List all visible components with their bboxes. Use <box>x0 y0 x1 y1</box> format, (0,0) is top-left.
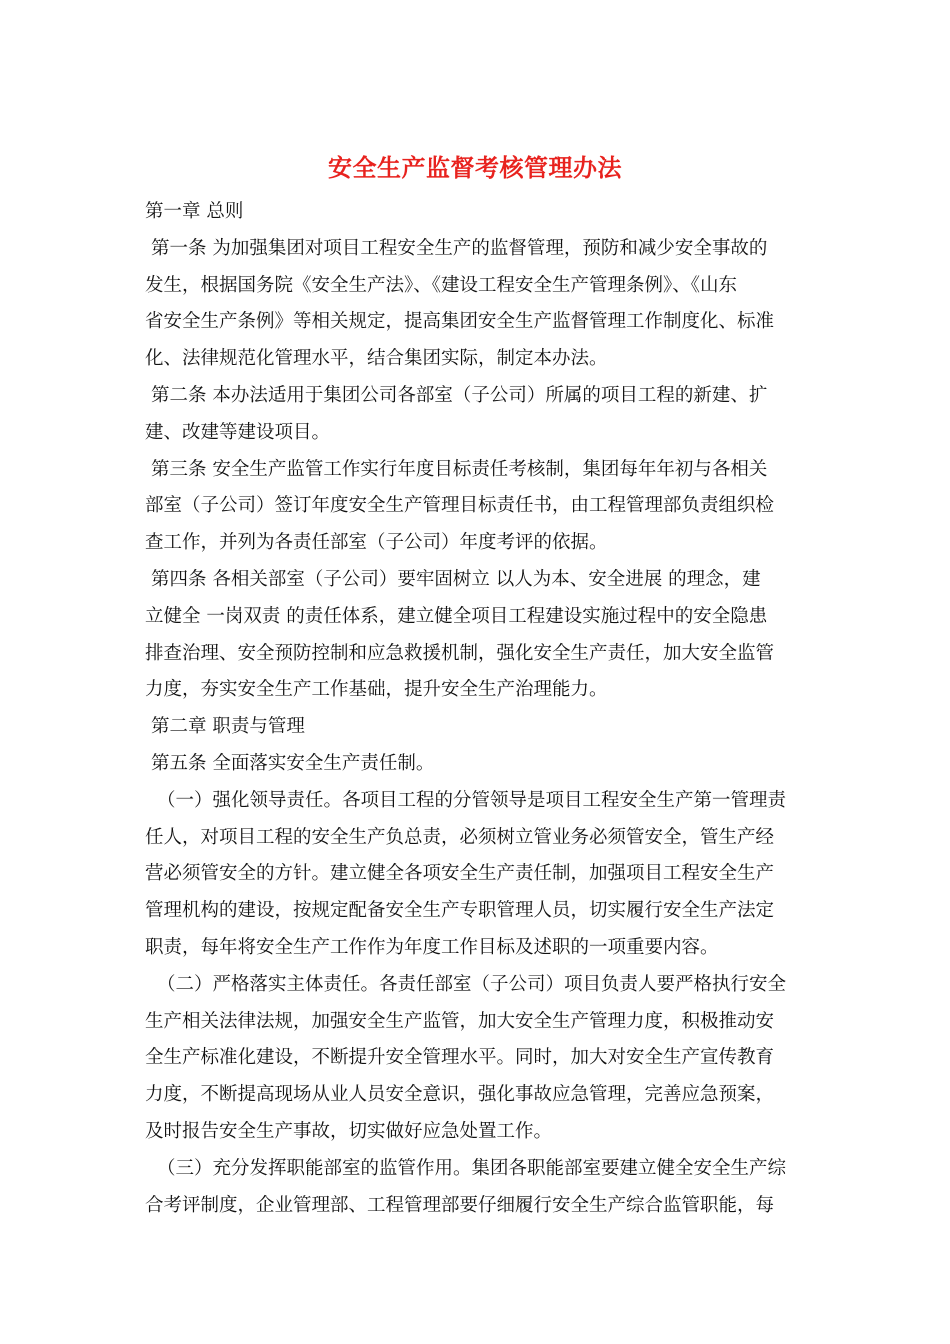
text-line: 及时报告安全生产事故，切实做好应急处置工作。 <box>145 1120 553 1142</box>
text-line: 第四条 各相关部室（子公司）要牢固树立 以人为本、安全进展 的理念，建 <box>151 568 761 590</box>
text-line: 查工作，并列为各责任部室（子公司）年度考评的依据。 <box>145 532 608 554</box>
text-line: 建、改建等建设项目。 <box>145 421 331 443</box>
text-line: 力度，不断提高现场从业人员安全意识，强化事故应急管理，完善应急预案， <box>145 1084 775 1106</box>
document-body <box>145 194 810 1224</box>
text-line: 管理机构的建设，按规定配备安全生产专职管理人员，切实履行安全生产法定 <box>145 900 775 922</box>
text-line: 省安全生产条例》等相关规定，提高集团安全生产监督管理工作制度化、标准 <box>145 311 775 333</box>
text-line: 第三条 安全生产监管工作实行年度目标责任考核制，集团每年年初与各相关 <box>151 458 768 480</box>
text-line: 第一条 为加强集团对项目工程安全生产的监督管理，预防和减少安全事故的 <box>151 237 768 259</box>
text-line: 第五条 全面落实安全生产责任制。 <box>151 752 435 774</box>
text-line: 发生，根据国务院《安全生产法》、《建设工程安全生产管理条例》、《山东 <box>145 274 738 296</box>
document-title: 安全生产监督考核管理办法 <box>328 153 622 182</box>
text-line: （三）充分发挥职能部室的监管作用。集团各职能部室要建立健全安全生产综 <box>157 1157 787 1179</box>
text-line: 第一章 总则 <box>145 201 244 222</box>
text-line: 部室（子公司）签订年度安全生产管理目标责任书，由工程管理部负责组织检 <box>145 495 775 517</box>
text-line: 全生产标准化建设，不断提升安全管理水平。同时，加大对安全生产宣传教育 <box>145 1047 775 1069</box>
text-line: 第二章 职责与管理 <box>151 716 305 738</box>
text-line: 化、法律规范化管理水平，结合集团实际，制定本办法。 <box>145 348 608 370</box>
text-line: （二）严格落实主体责任。各责任部室（子公司）项目负责人要严格执行安全 <box>157 973 787 995</box>
text-line: 职责，每年将安全生产工作作为年度工作目标及述职的一项重要内容。 <box>145 936 719 958</box>
text-line: 生产相关法律法规，加强安全生产监管，加大安全生产管理力度，积极推动安 <box>145 1010 775 1032</box>
text-line: 第二条 本办法适用于集团公司各部室（子公司）所属的项目工程的新建、扩 <box>151 384 768 406</box>
text-line: 合考评制度，企业管理部、工程管理部要仔细履行安全生产综合监管职能，每 <box>145 1194 775 1216</box>
text-line: 营必须管安全的方针。建立健全各项安全生产责任制，加强项目工程安全生产 <box>145 863 775 885</box>
text-line: 力度，夯实安全生产工作基础，提升安全生产治理能力。 <box>145 679 608 701</box>
text-line: 立健全 一岗双责 的责任体系，建立健全项目工程建设实施过程中的安全隐患 <box>145 605 768 627</box>
text-line: 任人，对项目工程的安全生产负总责，必须树立管业务必须管安全，管生产经 <box>145 826 775 848</box>
text-line: 排查治理、安全预防控制和应急救援机制，强化安全生产责任，加大安全监管 <box>145 642 775 664</box>
text-line: （一）强化领导责任。各项目工程的分管领导是项目工程安全生产第一管理责 <box>157 789 787 811</box>
